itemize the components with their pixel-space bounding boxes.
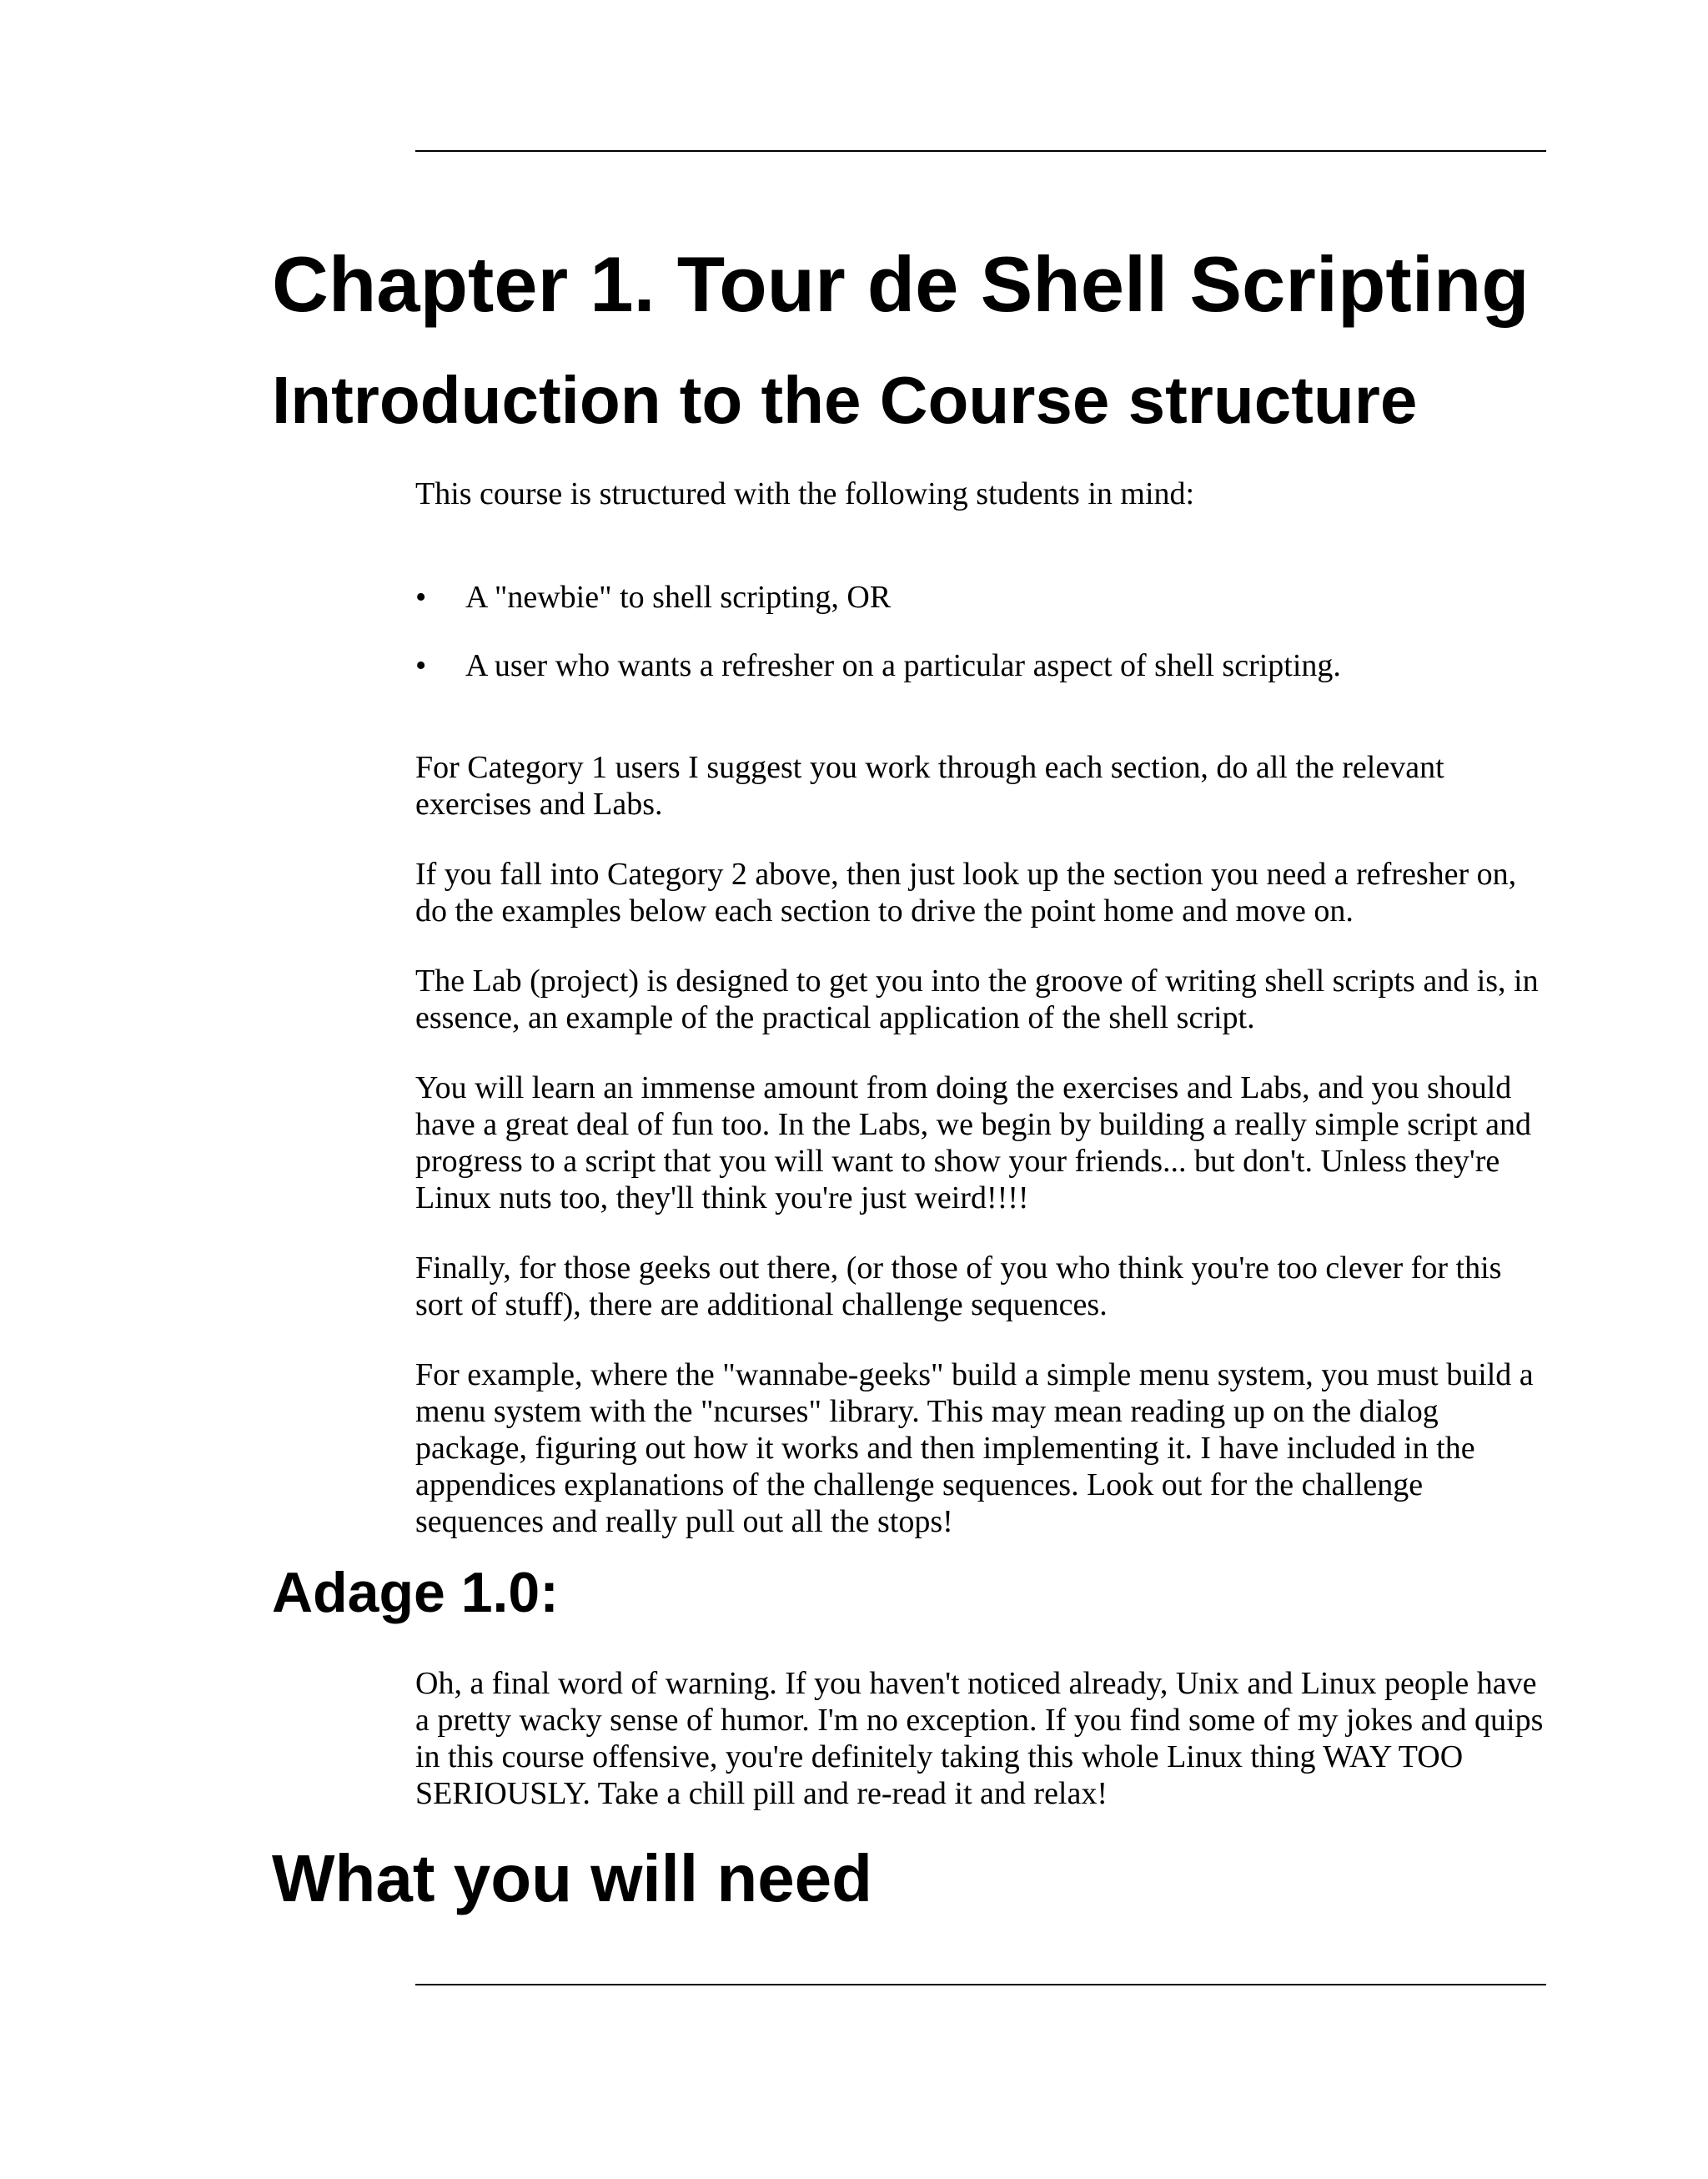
bullet-mark: • — [415, 580, 427, 615]
paragraph-lab: The Lab (project) is designed to get you into the groove of writing shell scripts and is, in essence, an example of the practical application of the shell script. — [415, 964, 1539, 1035]
footer-rule — [415, 1984, 1546, 1985]
bullet-mark: • — [415, 648, 427, 683]
lead-paragraph — [415, 476, 1550, 512]
section-title-needs: What you will need — [272, 1841, 873, 1915]
list-item-text: A user who wants a refresher on a particular aspect of shell scripting. — [465, 648, 1341, 683]
chapter-title: Chapter 1. Tour de Shell Scripting — [272, 240, 1530, 328]
student-list — [415, 579, 1550, 716]
paragraph-learning: You will learn an immense amount from doing the exercises and Labs, and you should have a great deal of fun too. In the Labs, we begin by building a really simple script and progress to a script that you will want to show your friends... but don't. Unless they're Linux nuts too, they'll think you're just weird!!!! — [415, 1070, 1532, 1215]
list-item-text: A "newbie" to shell scripting, OR — [465, 580, 892, 615]
adage-title: Adage 1.0: — [272, 1561, 559, 1624]
list-item — [415, 647, 1550, 684]
section-title-intro: Introduction to the Course structure — [272, 363, 1418, 437]
adage-paragraph — [415, 1665, 1550, 1812]
list-item — [415, 579, 1550, 616]
paragraph-example: For example, where the "wannabe-geeks" build a simple menu system, you must build a menu system with the "ncurses" library. This may mean reading up on the dialog package, figuring out how it works and then implementing it. I have included in the appendices explanations of the challenge sequences. Look out for the challenge sequences and really pull out all the stops! — [415, 1357, 1534, 1539]
paragraph-category-2: If you fall into Category 2 above, then just look up the section you need a refresher on, do the examples below each section to drive the point home and move on. — [415, 857, 1517, 928]
lead-text: This course is structured with the following students in mind: — [415, 476, 1195, 511]
adage-text: Oh, a final word of warning. If you haven't noticed already, Unix and Linux people have a pretty wacky sense of humor. I'm no exception. If you find some of my jokes and quips in this course offensive, you're definitely taking this whole Linux thing WAY TOO SERIOUSLY. Take a chill pill and re-read it and relax! — [415, 1666, 1544, 1811]
paragraph-geeks: Finally, for those geeks out there, (or those of you who think you're too clever for this sort of stuff), there are additional challenge sequences. — [415, 1251, 1502, 1322]
header-rule — [415, 150, 1546, 152]
paragraph-category-1: For Category 1 users I suggest you work through each section, do all the relevant exercises and Labs. — [415, 750, 1444, 822]
body-paragraphs — [415, 749, 1550, 1573]
